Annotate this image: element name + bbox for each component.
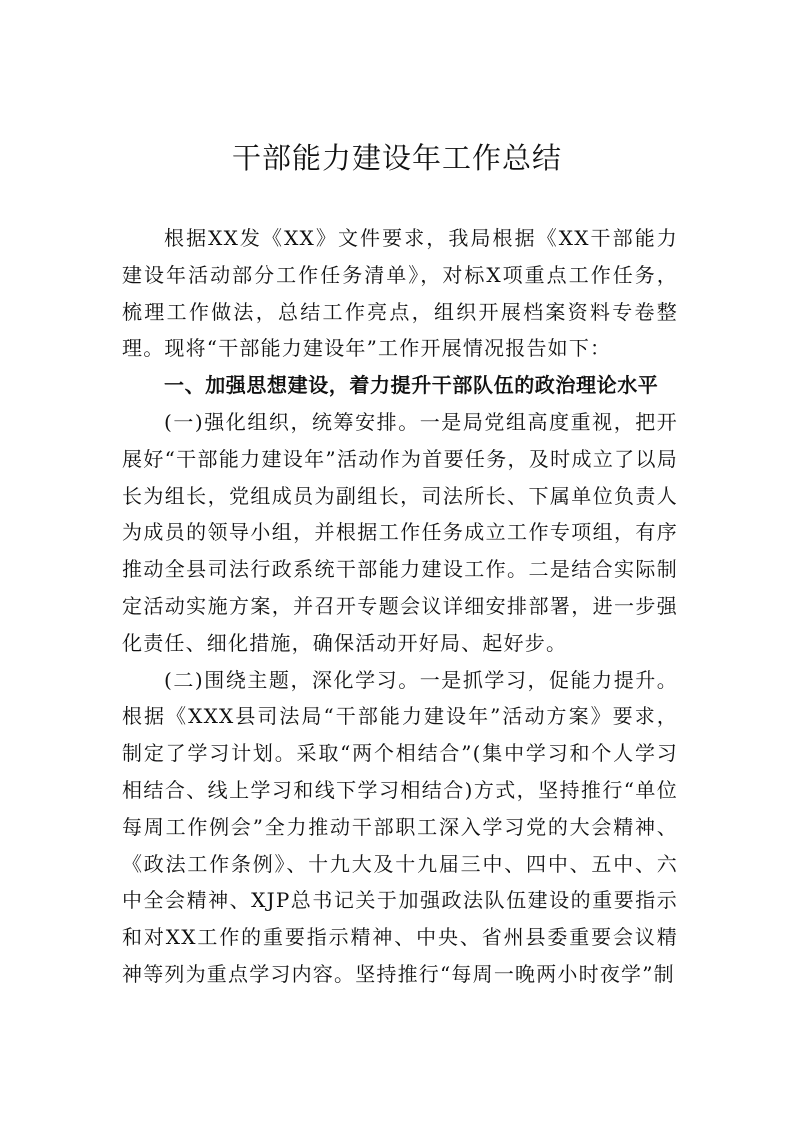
document-body xyxy=(122,220,678,993)
document-title: 干部能力建设年工作总结 xyxy=(231,141,562,175)
subsection-1-paragraph: (一)强化组织，统筹安排。一是局党组高度重视，把开展好“干部能力建设年”活动作为首要任务，及时成立了以局长为组长，党组成员为副组长，司法所长、下属单位负责人为成员的领导小组，并根据工作任务成立工作专项组，有序推动全县司法行政系统干部能力建设工作。二是结合实际制定活动实施方案，并召开专题会议详细安排部署，进一步强化责任、细化措施，确保活动开好局、起好步。 xyxy=(122,409,678,655)
intro-paragraph: 根据XX发《XX》文件要求，我局根据《XX干部能力建设年活动部分工作任务清单》，对标X项重点工作任务，梳理工作做法，总结工作亮点，组织开展档案资料专卷整理。现将“干部能力建设年”工作开展情况报告如下： xyxy=(122,226,678,361)
section-heading: 一、加强思想建设，着力提升干部队伍的政治理论水平 xyxy=(164,373,659,398)
subsection-2-paragraph: (二)围绕主题，深化学习。一是抓学习，促能力提升。根据《XXX县司法局“干部能力建设年”活动方案》要求，制定了学习计划。采取“两个相结合”(集中学习和个人学习相结合、线上学习和线下学习相结合)方式，坚持推行“单位每周工作例会”全力推动干部职工深入学习党的大会精神、《政法工作条例》、十九大及十九届三中、四中、五中、六中全会精神、XJP总书记关于加强政法队伍建设的重要指示和对XX工作的重要指示精神、中央、省州县委重要会议精神等列为重点学习内容。坚持推行“每周一晚两小时夜学”制 xyxy=(122,667,678,986)
